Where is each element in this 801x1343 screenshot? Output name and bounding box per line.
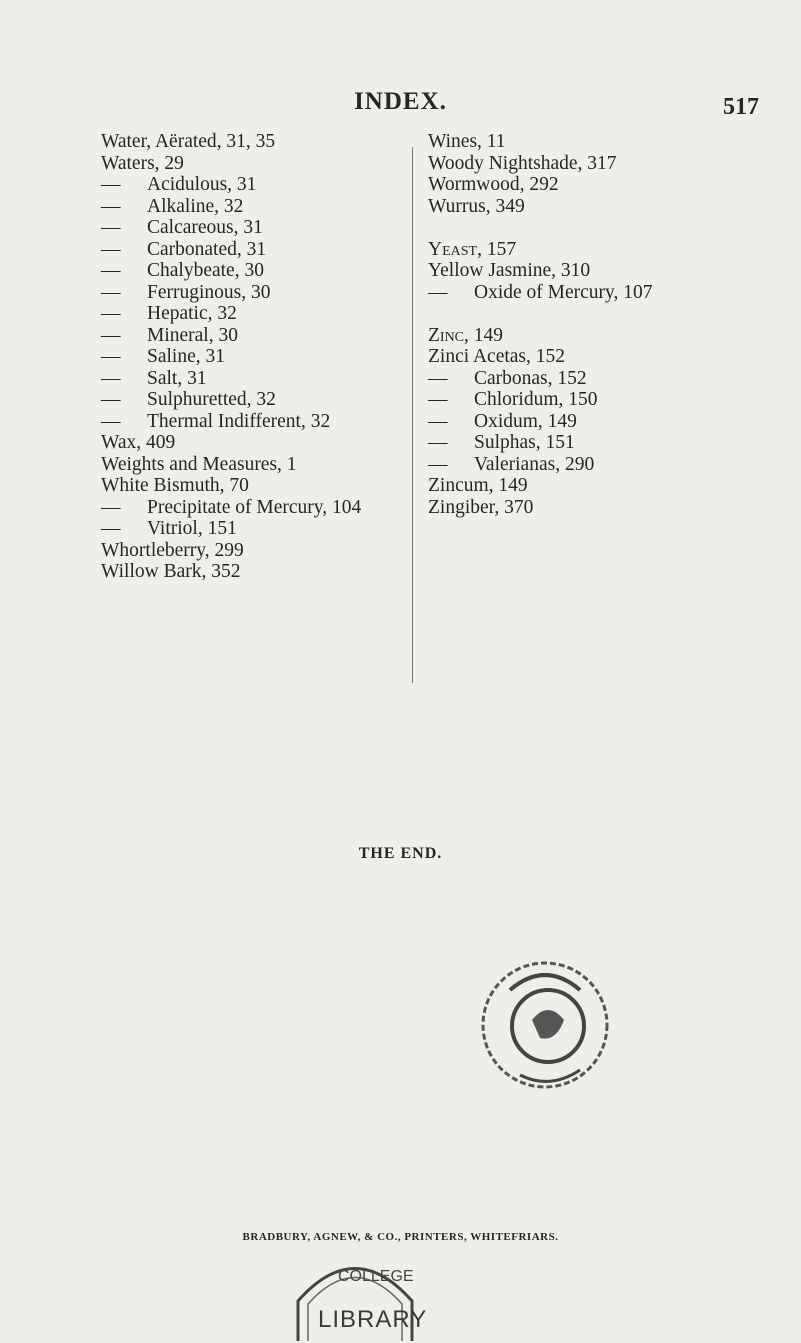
index-subentry	[101, 518, 401, 540]
index-subentry	[101, 196, 401, 218]
entry-text: Sulphuretted, 32	[147, 389, 276, 410]
entry-text: Zincum, 149	[428, 475, 528, 496]
index-entry	[428, 196, 768, 218]
entry-text: Oxidum, 149	[474, 410, 577, 432]
entry-text: Ferruginous, 30	[147, 281, 271, 303]
entry-text: Carbonas, 152	[474, 367, 587, 389]
index-subentry	[101, 282, 401, 304]
index-entry	[101, 432, 401, 454]
entry-text: Alkaline, 32	[147, 195, 244, 217]
index-entry	[428, 153, 768, 175]
ditto-dash: —	[101, 281, 121, 303]
index-entry	[101, 561, 401, 583]
index-subentry	[101, 389, 401, 411]
entry-text: Saline, 31	[147, 346, 225, 367]
entry-text: Yeast, 157	[428, 238, 517, 260]
entry-text: Wurrus, 349	[428, 195, 525, 217]
index-entry	[101, 131, 401, 153]
ditto-dash: —	[101, 324, 121, 346]
entry-text: Wines, 11	[428, 131, 506, 152]
library-seal-stamp	[470, 950, 620, 1100]
index-subentry	[101, 174, 401, 196]
entry-text: Wax, 409	[101, 432, 176, 453]
index-entry	[428, 239, 768, 261]
index-entry	[428, 346, 768, 368]
index-subentry	[101, 368, 401, 390]
index-subentry	[101, 346, 401, 368]
entry-text: Hepatic, 32	[147, 303, 237, 324]
ditto-dash: —	[101, 518, 121, 539]
entry-text: Precipitate of Mercury, 104	[147, 496, 362, 518]
index-subentry	[428, 454, 768, 476]
entry-text: Oxide of Mercury, 107	[474, 281, 653, 303]
index-subentry	[101, 303, 401, 325]
entry-text: Acidulous, 31	[147, 174, 257, 195]
index-entry	[101, 540, 401, 562]
index-subentry	[101, 260, 401, 282]
entry-text: Chalybeate, 30	[147, 260, 264, 281]
entry-text: Vitriol, 151	[147, 518, 237, 539]
entry-text: Wormwood, 292	[428, 174, 559, 195]
index-column-left	[101, 131, 401, 583]
entry-text: Calcareous, 31	[147, 217, 263, 238]
index-subentry	[101, 411, 401, 433]
index-entry	[428, 475, 768, 497]
ditto-dash: —	[101, 367, 121, 389]
entry-text: Salt, 31	[147, 367, 207, 389]
index-subentry	[428, 368, 768, 390]
ditto-dash: —	[101, 303, 121, 324]
column-divider	[412, 147, 413, 683]
index-subentry	[428, 432, 768, 454]
index-entry	[101, 153, 401, 175]
ditto-dash: —	[428, 432, 448, 453]
ditto-dash: —	[428, 389, 448, 410]
entry-text: Valerianas, 290	[474, 453, 595, 475]
ditto-dash: —	[428, 453, 448, 475]
ditto-dash: —	[428, 367, 448, 389]
index-subentry	[101, 217, 401, 239]
entry-text: Carbonated, 31	[147, 238, 267, 260]
index-entry	[428, 497, 768, 519]
the-end-text: THE END.	[358, 845, 443, 862]
stamp-arc-text: COLLEGE	[338, 1268, 414, 1285]
ditto-dash: —	[101, 346, 121, 367]
entry-text: Woody Nightshade, 317	[428, 152, 617, 174]
ditto-dash: —	[101, 260, 121, 281]
entry-text: Zinc, 149	[428, 324, 504, 346]
entry-text: Thermal Indifferent, 32	[147, 410, 331, 432]
entry-text: Weights and Measures, 1	[101, 453, 297, 475]
index-subentry	[428, 411, 768, 433]
entry-text: Sulphas, 151	[474, 432, 575, 453]
entry-text: Yellow Jasmine, 310	[428, 260, 591, 281]
page-title: INDEX.	[354, 88, 447, 115]
entry-text: Zinci Acetas, 152	[428, 346, 566, 367]
entry-text: Zingiber, 370	[428, 496, 534, 518]
entry-text: Mineral, 30	[147, 324, 238, 346]
index-entry	[101, 475, 401, 497]
printer-imprint: BRADBURY, AGNEW, & CO., PRINTERS, WHITEFRIARS.	[242, 1231, 559, 1243]
index-subentry	[428, 389, 768, 411]
entry-text: Waters, 29	[101, 152, 184, 174]
index-entry	[428, 174, 768, 196]
index-entry	[428, 325, 768, 347]
ditto-dash: —	[101, 496, 121, 518]
ditto-dash: —	[101, 410, 121, 432]
index-subentry	[101, 239, 401, 261]
ditto-dash: —	[101, 389, 121, 410]
ditto-dash: —	[101, 174, 121, 195]
ditto-dash: —	[428, 410, 448, 432]
entry-text: Chloridum, 150	[474, 389, 598, 410]
entry-gap	[428, 217, 768, 239]
index-subentry	[101, 497, 401, 519]
index-subentry	[101, 325, 401, 347]
entry-text: White Bismuth, 70	[101, 475, 249, 496]
index-entry	[428, 260, 768, 282]
entry-text: Whortleberry, 299	[101, 539, 244, 561]
index-column-right	[428, 131, 768, 518]
entry-text: Water, Aërated, 31, 35	[101, 131, 276, 152]
entry-gap	[428, 303, 768, 325]
page-number: 517	[723, 94, 759, 120]
index-subentry	[428, 282, 768, 304]
ditto-dash: —	[101, 238, 121, 260]
library-stamp-label: LIBRARY	[318, 1306, 428, 1333]
ditto-dash: —	[428, 281, 448, 303]
ditto-dash: —	[101, 217, 121, 238]
index-entry	[428, 131, 768, 153]
index-entry	[101, 454, 401, 476]
entry-text: Willow Bark, 352	[101, 561, 241, 582]
ditto-dash: —	[101, 195, 121, 217]
